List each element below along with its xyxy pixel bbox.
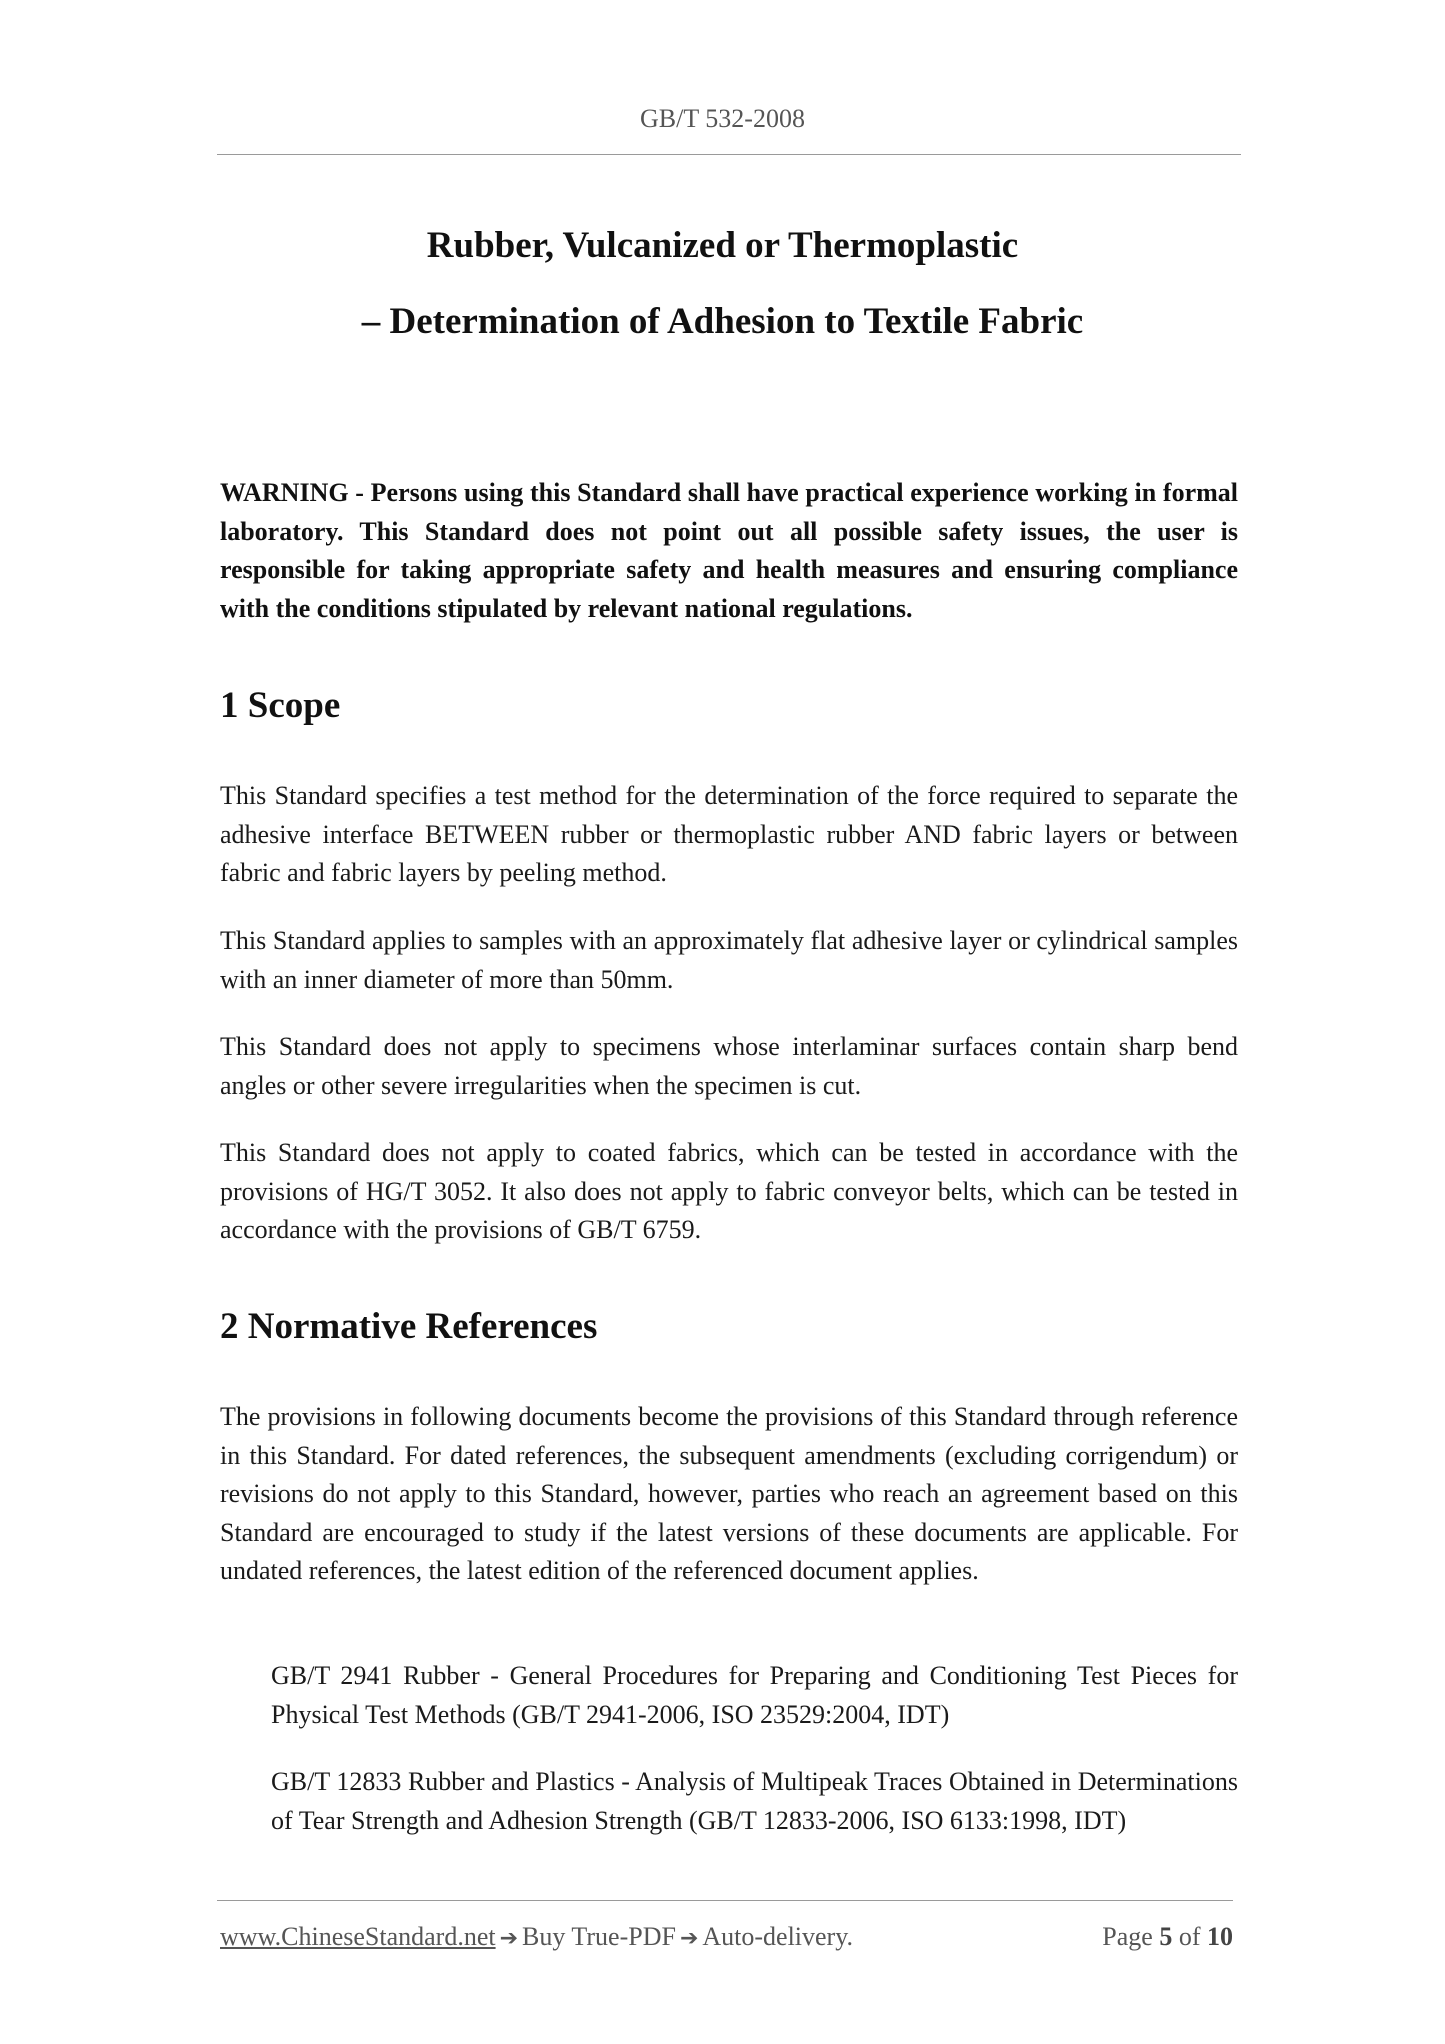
document-title-line-1: Rubber, Vulcanized or Thermoplastic: [426, 225, 1019, 266]
page-total: 10: [1207, 1922, 1233, 1951]
document-title-line-2: – Determination of Adhesion to Textile Fabric: [361, 301, 1084, 342]
arrow-right-icon: ➔: [499, 1926, 519, 1951]
document-title: [0, 208, 1445, 360]
page-current: 5: [1159, 1922, 1173, 1951]
website-link[interactable]: www.ChineseStandard.net: [220, 1922, 496, 1951]
footer-buy-text: Buy True-PDF: [522, 1922, 676, 1951]
footer-divider: [217, 1900, 1233, 1901]
page-label: Page: [1102, 1922, 1153, 1951]
section-heading-normative-references: 2 Normative References: [220, 1306, 598, 1347]
arrow-right-icon: ➔: [679, 1926, 699, 1951]
footer-delivery-text: Auto-delivery.: [702, 1922, 854, 1951]
page-indicator: [1102, 1922, 1233, 1952]
reference-item: GB/T 12833 Rubber and Plastics - Analysis of Multipeak Traces Obtained in Determinations of Tear Strength and Adhesion Strength (GB/T 12833-2006, ISO 6133:1998, IDT): [271, 1767, 1238, 1835]
warning-paragraph: WARNING - Persons using this Standard shall have practical experience working in formal laboratory. This Standard does not point out all possible safety issues, the user is responsible for taking appropriate safety and health measures and ensuring compliance with the conditions stipulated by relevant national regulations.: [220, 478, 1238, 623]
scope-paragraph-2: This Standard applies to samples with an approximately flat adhesive layer or cylindrical samples with an inner diameter of more than 50mm.: [220, 926, 1238, 994]
normative-references-intro: The provisions in following documents become the provisions of this Standard through reference in this Standard. For dated references, the subsequent amendments (excluding corrigendum) or revisions do not apply to this Standard, however, parties who reach an agreement based on this Standard are encouraged to study if the latest versions of these documents are applicable. For undated references, the latest edition of the referenced document applies.: [220, 1402, 1238, 1585]
footer-promo: [220, 1922, 853, 1952]
section-heading-scope: 1 Scope: [220, 685, 341, 726]
reference-item: GB/T 2941 Rubber - General Procedures for Preparing and Conditioning Test Pieces for Physical Test Methods (GB/T 2941-2006, ISO 23529:2004, IDT): [271, 1661, 1238, 1729]
scope-paragraph-4: This Standard does not apply to coated fabrics, which can be tested in accordance with the provisions of HG/T 3052. It also does not apply to fabric conveyor belts, which can be tested in accordance with the provisions of GB/T 6759.: [220, 1138, 1238, 1244]
page-of-label: of: [1178, 1922, 1201, 1951]
header-doc-code: GB/T 532-2008: [640, 104, 805, 133]
header-divider: [217, 154, 1241, 155]
scope-paragraph-1: This Standard specifies a test method for the determination of the force required to separate the adhesive interface BETWEEN rubber or thermoplastic rubber AND fabric layers or between fabric and fabric layers by peeling method.: [220, 781, 1238, 887]
scope-paragraph-3: This Standard does not apply to specimens whose interlaminar surfaces contain sharp bend angles or other severe irregularities when the specimen is cut.: [220, 1032, 1238, 1100]
